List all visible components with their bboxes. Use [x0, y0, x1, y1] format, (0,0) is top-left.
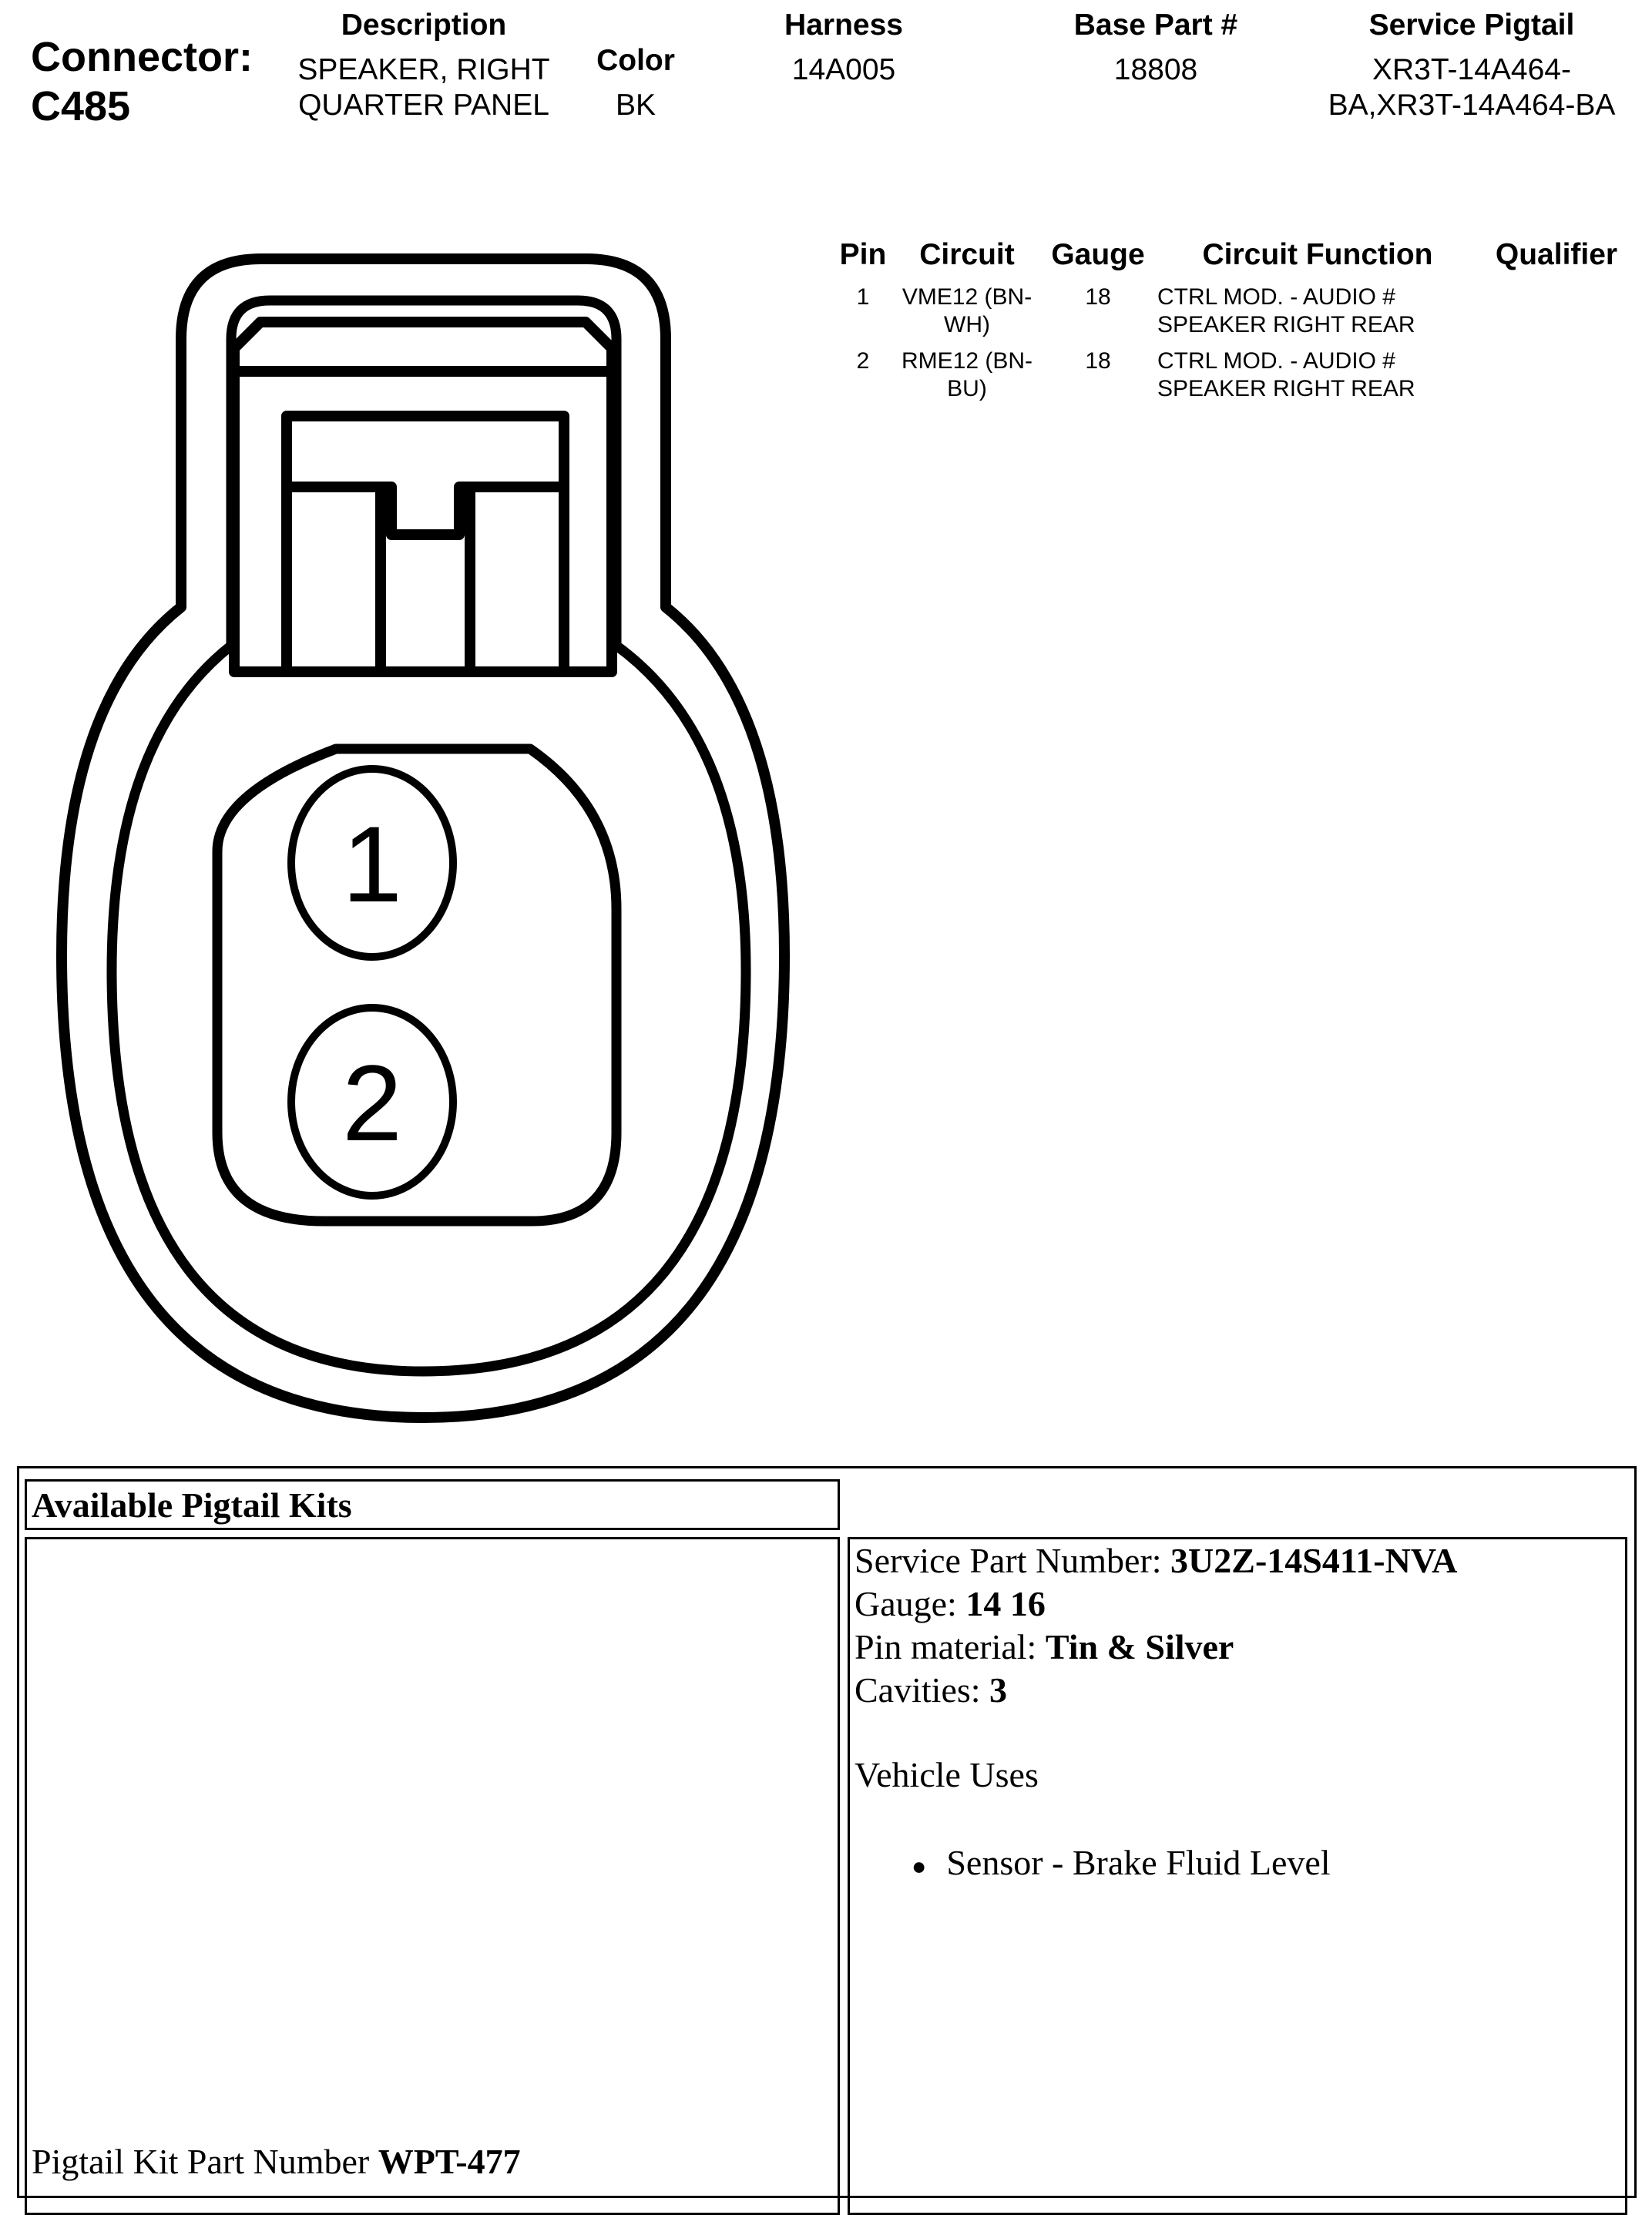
pin-column-header: Pin	[839, 238, 887, 271]
circuit-column-header: Circuit	[919, 238, 1015, 271]
qualifier-column-header: Qualifier	[1495, 238, 1618, 271]
harness-header: Harness	[784, 8, 903, 42]
circuit-function-value: CTRL MOD. - AUDIO # SPEAKER RIGHT REAR	[1157, 348, 1415, 401]
pin-material: Pin material: Tin & Silver	[855, 1627, 1234, 1666]
pin-number: 1	[856, 284, 870, 310]
circuit-value: VME12 (BN-WH)	[902, 284, 1032, 337]
kit-gauge: Gauge: 14 16	[855, 1584, 1046, 1623]
connector-diagram	[0, 0, 832, 1448]
description-value: SPEAKER, RIGHT QUARTER PANEL	[297, 53, 550, 122]
color-value: BK	[615, 89, 656, 122]
connector-id: C485	[31, 83, 131, 129]
gauge-column-header: Gauge	[1051, 238, 1145, 271]
bullet-icon: ●	[912, 1851, 927, 1880]
color-header: Color	[596, 44, 675, 77]
pigtail-details-cell	[848, 1537, 1627, 2215]
pin-2-label: 2	[342, 1042, 402, 1163]
pigtail-image-cell	[25, 1537, 840, 2215]
circuit-function-column-header: Circuit Function	[1202, 238, 1433, 271]
cavity-outline	[217, 749, 616, 1221]
service-part-number: Service Part Number: 3U2Z-14S411-NVA	[855, 1541, 1458, 1580]
gauge-value: 18	[1085, 348, 1111, 374]
pin-number: 2	[856, 348, 870, 374]
pigtail-kits-title-cell	[25, 1479, 840, 1530]
base-part-header: Base Part #	[1073, 8, 1238, 42]
service-pigtail-header: Service Pigtail	[1368, 8, 1575, 42]
circuit-function-value: CTRL MOD. - AUDIO # SPEAKER RIGHT REAR	[1157, 284, 1415, 337]
base-part-value: 18808	[1113, 53, 1198, 86]
pigtail-kit-part-number: Pigtail Kit Part Number WPT-477	[32, 2142, 521, 2181]
pigtail-kits-title: Available Pigtail Kits	[32, 1485, 352, 1525]
pin-1-label: 1	[342, 804, 402, 925]
gauge-value: 18	[1085, 284, 1111, 310]
vehicle-uses-heading: Vehicle Uses	[855, 1755, 1039, 1794]
harness-value: 14A005	[791, 53, 896, 86]
cavities: Cavities: 3	[855, 1670, 1008, 1710]
service-pigtail-value: XR3T-14A464-BA,XR3T-14A464-BA	[1328, 53, 1616, 122]
vehicle-use-item: ● Sensor - Brake Fluid Level	[912, 1843, 1331, 1882]
connector-label: Connector:	[31, 34, 253, 80]
circuit-value: RME12 (BN-BU)	[901, 348, 1033, 401]
description-header: Description	[341, 8, 507, 42]
